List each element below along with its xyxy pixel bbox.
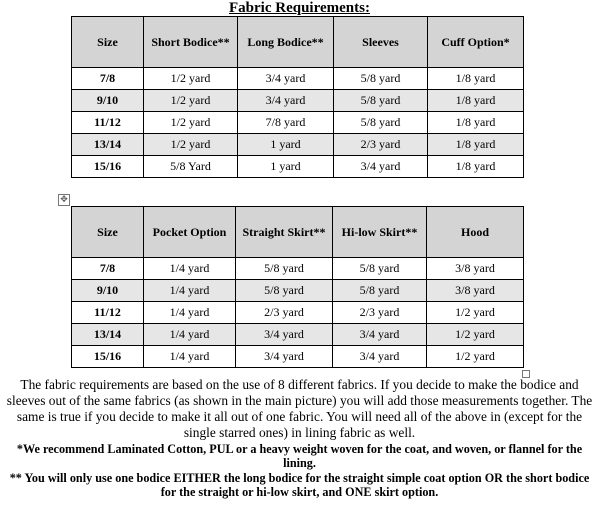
table-row	[72, 302, 524, 324]
table-cell: 1/8 yard	[428, 68, 524, 90]
table-cell: 5/8 yard	[236, 258, 333, 280]
footnote-single-star: *We recommend Laminated Cotton, PUL or a heavy weight woven for the coat, and woven, or flannel for the lining.	[16, 442, 583, 470]
table-cell: 3/4 yard	[333, 324, 427, 346]
column-header: Hood	[427, 207, 524, 258]
table-cell: 9/10	[72, 280, 144, 302]
table-row	[72, 280, 524, 302]
table-cell: 5/8 yard	[334, 112, 428, 134]
table-cell: 3/8 yard	[427, 280, 524, 302]
table-cell: 1 yard	[238, 156, 334, 178]
body-paragraph: The fabric requirements are based on the use of 8 different fabrics. If you decide to make the bodice and sleeves out of the same fabrics (as shown in the main picture) you will add those measurements together. The same is true if you decide to make it all out of one fabric. You will need all of the above in (except for the single starred ones) in lining fabric as well.	[6, 377, 593, 440]
table-cell: 15/16	[72, 156, 144, 178]
table-cell: 3/4 yard	[333, 346, 427, 368]
move-arrows-icon[interactable]: ✥	[58, 194, 70, 206]
table-cell: 1/2 yard	[144, 134, 238, 156]
table-cell: 5/8 yard	[333, 258, 427, 280]
table-cell: 1 yard	[238, 134, 334, 156]
table-cell: 3/4 yard	[238, 68, 334, 90]
table-cell: 5/8 yard	[333, 280, 427, 302]
table-row	[72, 68, 524, 90]
table-cell: 3/8 yard	[427, 258, 524, 280]
column-header: Size	[72, 17, 144, 68]
table-cell: 3/4 yard	[236, 324, 333, 346]
table-cell: 7/8	[72, 68, 144, 90]
table-row	[72, 258, 524, 280]
column-header: Size	[72, 207, 144, 258]
table-cell: 1/4 yard	[144, 280, 236, 302]
table-cell: 5/8 yard	[334, 90, 428, 112]
table-cell: 1/2 yard	[427, 346, 524, 368]
table-cell: 1/8 yard	[428, 156, 524, 178]
table-cell: 1/2 yard	[144, 90, 238, 112]
table-cell: 3/4 yard	[236, 346, 333, 368]
table-cell: 1/4 yard	[144, 258, 236, 280]
column-header: Short Bodice**	[144, 17, 238, 68]
column-header: Straight Skirt**	[236, 207, 333, 258]
fabric-table-1	[71, 16, 524, 178]
table-cell: 1/8 yard	[428, 90, 524, 112]
table-cell: 2/3 yard	[333, 302, 427, 324]
table-cell: 1/8 yard	[428, 134, 524, 156]
table-cell: 13/14	[72, 324, 144, 346]
table-cell: 1/2 yard	[427, 302, 524, 324]
footnote-double-star: ** You will only use one bodice EITHER the long bodice for the straight simple coat option OR the short bodice for the straight or hi-low skirt, and ONE skirt option.	[9, 471, 590, 499]
table-cell: 15/16	[72, 346, 144, 368]
table-cell: 7/8	[72, 258, 144, 280]
table-cell: 1/8 yard	[428, 112, 524, 134]
table-cell: 1/2 yard	[427, 324, 524, 346]
page-title: Fabric Requirements:	[229, 0, 370, 16]
table-cell: 13/14	[72, 134, 144, 156]
table-cell: 1/4 yard	[144, 302, 236, 324]
table-cell: 1/2 yard	[144, 112, 238, 134]
table-cell: 9/10	[72, 90, 144, 112]
table-cell: 3/4 yard	[238, 90, 334, 112]
column-header: Cuff Option*	[428, 17, 524, 68]
table-row	[72, 90, 524, 112]
table-cell: 11/12	[72, 112, 144, 134]
table-cell: 1/4 yard	[144, 346, 236, 368]
table-row	[72, 112, 524, 134]
column-header: Sleeves	[334, 17, 428, 68]
table-cell: 11/12	[72, 302, 144, 324]
table-cell: 7/8 yard	[238, 112, 334, 134]
column-header: Pocket Option	[144, 207, 236, 258]
table-cell: 1/2 yard	[144, 68, 238, 90]
table-cell: 1/4 yard	[144, 324, 236, 346]
table-cell: 5/8 yard	[334, 68, 428, 90]
table-row	[72, 324, 524, 346]
table-cell: 2/3 yard	[334, 134, 428, 156]
table-cell: 5/8 yard	[236, 280, 333, 302]
fabric-table-2	[71, 206, 524, 368]
table-row	[72, 346, 524, 368]
table-cell: 3/4 yard	[334, 156, 428, 178]
table-row	[72, 156, 524, 178]
table-cell: 2/3 yard	[236, 302, 333, 324]
table-cell: 5/8 Yard	[144, 156, 238, 178]
column-header: Hi-low Skirt**	[333, 207, 427, 258]
column-header: Long Bodice**	[238, 17, 334, 68]
table-row	[72, 134, 524, 156]
